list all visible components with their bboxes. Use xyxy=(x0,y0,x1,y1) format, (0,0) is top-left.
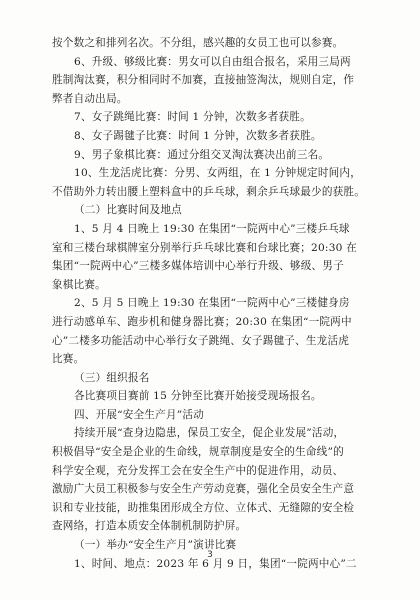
text-line: 心”二楼多功能活动中心举行女子跳绳、女子踢毽子、生龙活虎 xyxy=(52,334,350,347)
text-line: 7、女子跳绳比赛：时间 1 分钟，次数多者获胜。 xyxy=(74,111,311,124)
text-line: 8、女子踢毽子比赛：时间 1 分钟，次数多者获胜。 xyxy=(74,129,322,142)
text-line: 1、时间、地点：2023 年 6 月 9 日，集团“一院两中心”二 xyxy=(74,557,357,570)
text-line: 6、升级、够级比赛：男女可以自由组合报名，采用三局两 xyxy=(74,55,351,68)
text-line: 查网络，打造本质安全体制机制防护屏。 xyxy=(52,520,247,533)
text-line: 科学安全观，充分发挥工会在安全生产中的促进作用，动员、 xyxy=(52,464,344,477)
text-line: 不借助外力转出腰上塑料盒中的乒乓球，剩余乒乓球最少的获胜。 xyxy=(52,185,366,198)
text-line: 9、男子象棋比赛：通过分组交叉淘汰赛决出前三名。 xyxy=(74,148,330,161)
text-line: 胜制淘汰赛，积分相同时不加赛，直接抽签淘汰，规则自定，作 xyxy=(52,74,355,87)
text-line: 激励广大员工积极参与安全生产劳动竞赛，强化全员安全生产意 xyxy=(52,483,355,496)
text-line: 进行动感单车、跑步机和健身器比赛；20:30 在集团“一院两中 xyxy=(52,315,352,328)
text-line: 集团“一院两中心”三楼多媒体培训中心举行升级、够级、男子 xyxy=(52,260,344,273)
page-number: 3 xyxy=(207,550,213,560)
text-line: 按个数之和排列名次。不分组，感兴趣的女员工也可以参赛。 xyxy=(52,37,344,49)
text-line: 四、开展“安全生产月”活动 xyxy=(74,408,204,421)
text-line: 室和三楼台球棋牌室分别举行乒乓球比赛和台球比赛；20:30 在 xyxy=(52,241,357,254)
text-line: 比赛。 xyxy=(52,353,85,366)
text-line: 象棋比赛。 xyxy=(52,278,106,291)
document-body xyxy=(52,34,380,573)
text-line: （一）举办“安全生产月”演讲比赛 xyxy=(74,539,237,552)
text-line: （二）比赛时间及地点 xyxy=(74,204,182,217)
text-line: 持续开展“查身边隐患，保员工安全，促企业发展”活动， xyxy=(74,427,345,440)
text-line: 各比赛项目赛前 15 分钟至比赛开始接受现场报名。 xyxy=(74,390,322,403)
text-line: 弊者自动出局。 xyxy=(52,92,128,105)
text-line: 1、5 月 4 日晚上 19:30 在集团“一院两中心”三楼乒乓球 xyxy=(74,222,350,235)
text-line: （三）组织报名 xyxy=(74,371,150,384)
text-line: 积极倡导“安全是企业的生命线，规章制度是安全的生命线”的 xyxy=(52,446,344,459)
text-line: 10、生龙活虎比赛：分男、女两组，在 1 分钟规定时间内， xyxy=(74,167,362,180)
text-line: 识和专业技能，助推集团形成全方位、立体式、无缝隙的安全检 xyxy=(52,501,355,514)
text-line: 2、5 月 5 日晚上 19:30 在集团“一院两中心”三楼健身房 xyxy=(74,297,350,310)
